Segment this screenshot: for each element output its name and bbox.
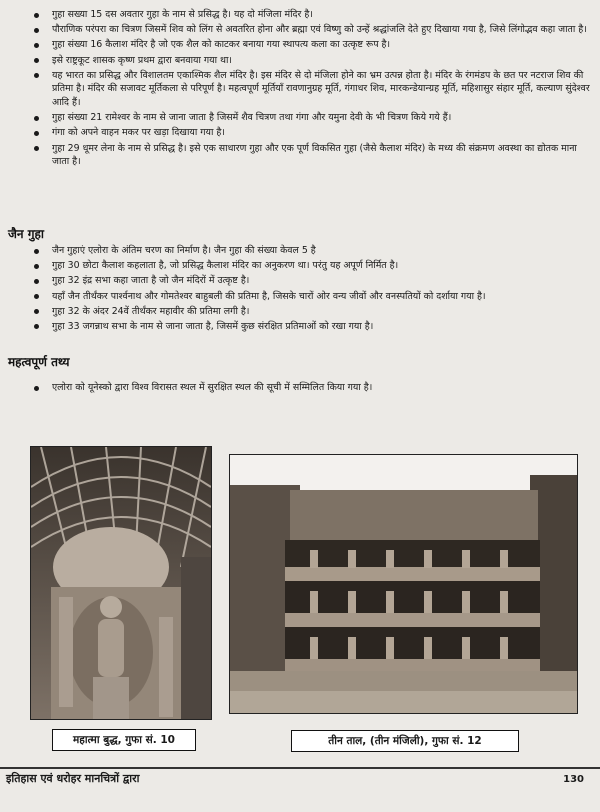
caption-teen-tal: तीन ताल, (तीन मंजिली), गुफा सं. 12 xyxy=(291,730,519,752)
heading-jain-caves: जैन गुहा xyxy=(8,227,44,241)
bullet-dot-icon xyxy=(34,28,39,33)
caption-buddha: महात्मा बुद्ध, गुफा सं. 10 xyxy=(52,729,196,751)
bullet-text: गंगा को अपने वाहन मकर पर खड़ा दिखाया गया है। xyxy=(52,127,225,139)
bullet-dot-icon xyxy=(34,249,39,254)
bullet-dot-icon xyxy=(34,43,39,48)
bullet-dot-icon xyxy=(34,13,39,18)
bullet-dot-icon xyxy=(34,58,39,63)
bullet-text: एलोरा को यूनेस्को द्वारा विश्व विरासत स्थल में सुरक्षित स्थल की सूची में सम्मिलित किया गया है। xyxy=(52,382,373,393)
bullet-text: गुहा सख्या 15 दस अवतार गुहा के नाम से प्रसिद्ध है। यह दो मंजिला मंदिर है। xyxy=(52,9,313,20)
bullet-item xyxy=(28,381,594,395)
bullet-item xyxy=(28,54,594,68)
bullet-dot-icon xyxy=(34,146,39,151)
bullet-list-jain-caves xyxy=(28,244,594,335)
bullet-item xyxy=(28,290,594,304)
bullet-text: गुहा संख्या 21 रामेश्वर के नाम से जाना जाता है जिसमें शैव चित्रण तथा गंगा और यमुना देवी के भी चित्रण किये गये हैं। xyxy=(52,112,452,124)
bullet-text: गुहा 30 छोटा कैलाश कहलाता है, जो प्रसिद्ध कैलाश मंदिर का अनुकरण था। परंतु यह अपूर्ण निर्मित है। xyxy=(52,260,399,272)
bullet-dot-icon xyxy=(34,73,39,78)
photo-teen-tal-cave-12 xyxy=(229,454,578,714)
bullet-text: यह भारत का प्रसिद्ध और विशालतम एकाश्मिक शैल मंदिर है। इस मंदिर से दो मंजिला होने का भ्रम उत्पन्न होता है। मंदिर के रंगमंडप के छत पर नटराज शिव की प्रतिमा है। मंदिर की सजावट मूर्तिकला से परिपूर्ण है। महत्वपूर्ण मूर्तियाँ रावणानुग्रह मूर्ति, गंगाधर शिव, मारकन्डेयान्ग्रह मूर्ति, महिशासुर संहार मूर्ति, कल्याण सुंदेश्वर आदि हैं। xyxy=(52,69,590,108)
footer-divider xyxy=(0,767,600,769)
bullet-text: जैन गुहाएं एलोरा के अंतिम चरण का निर्माण है। जैन गुहा की संख्या केवल 5 है xyxy=(52,245,316,256)
bullet-item xyxy=(28,244,594,258)
bullet-dot-icon xyxy=(34,131,39,136)
bullet-text: पौराणिक परंपरा का चित्रण जिसमें शिव को लिंग से अवतरित होना और ब्रह्मा एवं विष्णु को उन्हें श्रद्धांजलि देते हुए दिखाया गया है, जिसे लिंगोद्भव कहा जाता है। xyxy=(52,24,587,36)
footer-book-title: इतिहास एवं धरोहर मानचित्रों द्वारा xyxy=(6,772,140,785)
bullet-text: गुहा 32 के अंदर 24वें तीर्थंकर महावीर की प्रतिमा लगी है। xyxy=(52,305,250,317)
bullet-text: इसे राष्ट्रकूट शासक कृष्ण प्रथम द्वारा बनवाया गया था। xyxy=(52,54,232,66)
bullet-item xyxy=(28,38,594,52)
bullet-dot-icon xyxy=(34,309,39,314)
page-number: 130 xyxy=(563,774,584,785)
bullet-item xyxy=(28,274,594,288)
teen-tal-cave-image xyxy=(230,455,577,713)
bullet-dot-icon xyxy=(34,294,39,299)
bullet-list-important-facts xyxy=(28,381,594,396)
bullet-text: गुहा 29 धूमर लेना के नाम से प्रसिद्ध है। इसे एक साधारण गुहा और एक पूर्ण विकसित गुहा (जैसे कैलाश मंदिर) के मध्य की संक्रमण अवस्था का द्योतक माना जाता है। xyxy=(52,142,577,168)
bullet-dot-icon xyxy=(34,324,39,329)
bullet-dot-icon xyxy=(34,264,39,269)
heading-important-facts: महत्वपूर्ण तथ्य xyxy=(8,355,70,369)
bullet-item xyxy=(28,8,594,22)
bullet-item xyxy=(28,320,594,334)
bullet-text: यहाँ जैन तीर्थंकर पार्श्वनाथ और गोमतेश्वर बाहुबली की प्रतिमा है, जिसके चारों ओर वन्य जीवों और वनस्पतियों को दर्शाया गया है। xyxy=(52,290,486,302)
bullet-item xyxy=(28,23,594,37)
bullet-item xyxy=(28,142,594,169)
bullet-item xyxy=(28,259,594,273)
bullet-text: गुहा संख्या 16 कैलाश मंदिर है जो एक शैल को काटकर बनाया गया स्थापत्य कला का उत्कृष्ट रूप है। xyxy=(52,39,391,51)
buddha-sculpture-image xyxy=(31,447,211,719)
bullet-dot-icon xyxy=(34,386,39,391)
bullet-text: गुहा 33 जगन्नाथ सभा के नाम से जाना जाता है, जिसमें कुछ संरक्षित प्रतिमाओं को रखा गया है। xyxy=(52,320,374,332)
bullet-item xyxy=(28,305,594,319)
bullet-list-rock-cut-caves xyxy=(28,8,594,170)
bullet-dot-icon xyxy=(34,279,39,284)
bullet-item xyxy=(28,69,594,110)
bullet-dot-icon xyxy=(34,116,39,121)
bullet-item xyxy=(28,111,594,125)
photo-buddha-cave-10 xyxy=(30,446,212,720)
bullet-text: गुहा 32 इंद्र सभा कहा जाता है जो जैन मंदिरों में उत्कृष्ट है। xyxy=(52,275,250,287)
bullet-item xyxy=(28,126,594,140)
